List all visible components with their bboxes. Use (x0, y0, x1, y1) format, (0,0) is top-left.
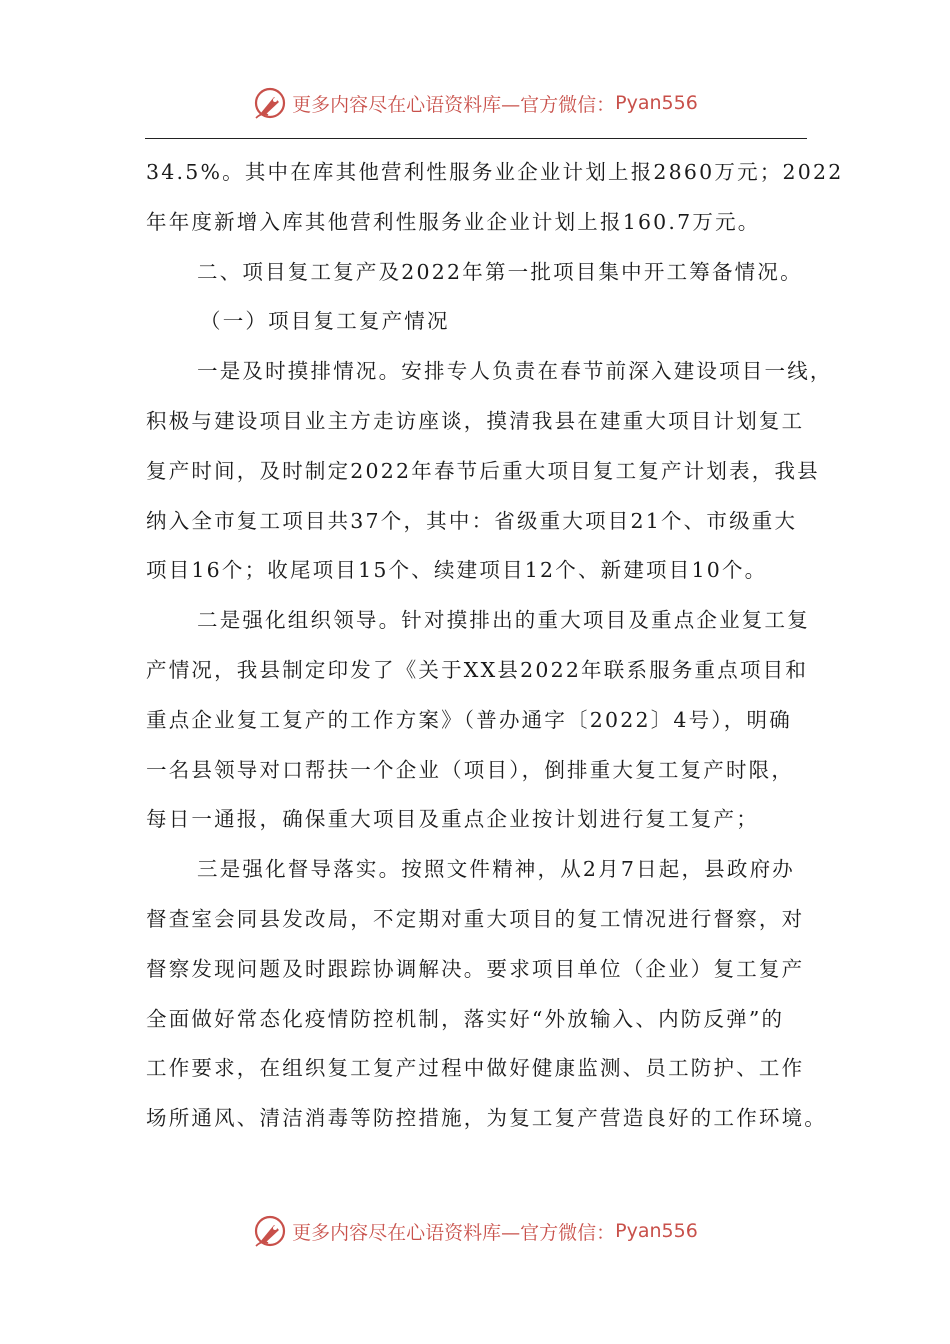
body-line: 督察发现问题及时跟踪协调解决。要求项目单位（企业）复工复产 (146, 956, 805, 981)
body-line: 场所通风、清洁消毒等防控措施，为复工复产营造良好的工作环境。 (146, 1106, 827, 1131)
document-body (146, 148, 844, 1144)
body-line: 34.5%。其中在库其他营利性服务业企业计划上报2860万元；2022 (146, 160, 844, 184)
body-line: 积极与建设项目业主方走访座谈，摸清我县在建重大项目计划复工 (146, 408, 805, 433)
banner-text: 更多内容尽在心语资料库—官方微信： (292, 93, 616, 116)
body-line: 纳入全市复工项目共37个，其中：省级重大项目21个、市级重大 (146, 508, 798, 533)
body-line: 三是强化督导落实。按照文件精神，从2月7日起，县政府办 (197, 857, 795, 882)
header-divider (145, 138, 807, 139)
body-line: 一是及时摸排情况。安排专人负责在春节前深入建设项目一线， (197, 359, 833, 384)
body-line: 项目16个；收尾项目15个、续建项目12个、新建项目10个。 (146, 558, 768, 583)
body-line: 工作要求，在组织复工复产过程中做好健康监测、员工防护、工作 (146, 1056, 805, 1081)
body-line: 复产时间，及时制定2022年春节后重大项目复工复产计划表，我县 (146, 458, 820, 483)
banner-wechat-id: Pyan556 (615, 1220, 698, 1242)
subsection-heading: （一）项目复工复产情况 (200, 309, 450, 334)
body-line: 全面做好常态化疫情防控机制，落实好“外放输入、内防反弹”的 (146, 1006, 785, 1031)
body-line: 督查室会同县发改局，不定期对重大项目的复工情况进行督察，对 (146, 906, 805, 931)
body-line: 重点企业复工复产的工作方案》（普办通字〔2022〕4号），明确 (146, 707, 792, 732)
pen-nib-logo-icon (252, 85, 288, 121)
body-line: 年年度新增入库其他营利性服务业企业计划上报160.7万元。 (146, 209, 761, 234)
section-heading: 二、项目复工复产及2022年第一批项目集中开工筹备情况。 (197, 259, 803, 284)
body-line: 二是强化组织领导。针对摸排出的重大项目及重点企业复工复 (197, 608, 810, 633)
pen-nib-logo-icon (252, 1213, 288, 1249)
header-watermark-banner (0, 83, 950, 123)
banner-text: 更多内容尽在心语资料库—官方微信： (292, 1221, 616, 1244)
banner-wechat-id: Pyan556 (615, 92, 698, 114)
body-line: 产情况，我县制定印发了《关于XX县2022年联系服务重点项目和 (146, 657, 809, 682)
body-line: 每日一通报，确保重大项目及重点企业按计划进行复工复产； (146, 807, 759, 832)
body-line: 一名县领导对口帮扶一个企业（项目），倒排重大复工复产时限， (146, 757, 795, 782)
footer-watermark-banner (0, 1211, 950, 1251)
